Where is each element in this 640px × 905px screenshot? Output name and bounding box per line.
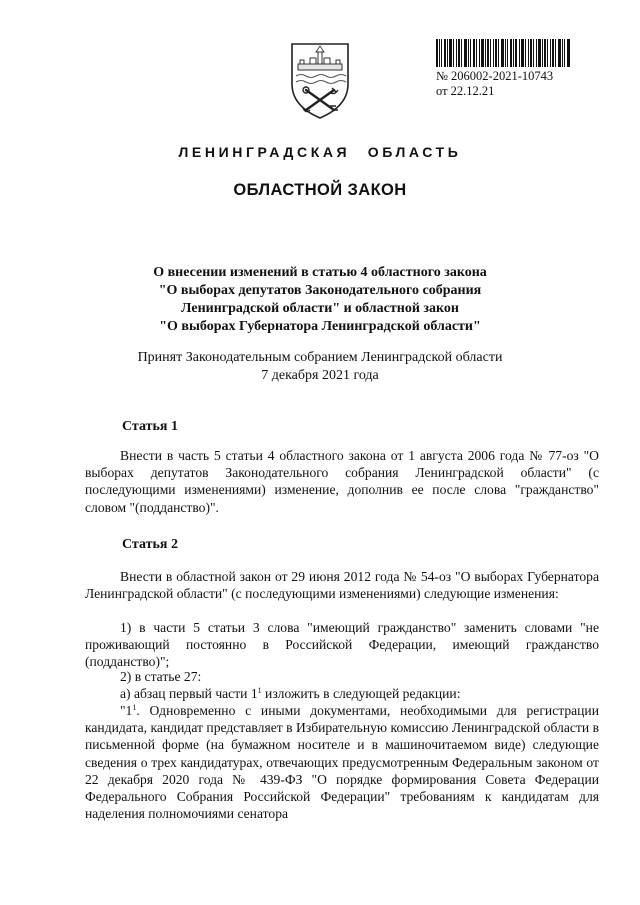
article-2-item-1 xyxy=(85,619,599,671)
adoption-line: Принят Законодательным собранием Ленинградской области xyxy=(137,350,503,365)
law-title-line: "О выборах депутатов Законодательного собрания xyxy=(158,283,482,298)
article-2-intro xyxy=(85,568,599,602)
quote-superscript: 1 xyxy=(132,703,137,712)
law-title xyxy=(100,264,540,336)
adoption-note xyxy=(100,349,540,385)
coat-of-arms-emblem xyxy=(288,40,352,120)
article-2-heading: Статья 2 xyxy=(122,537,178,552)
law-title-line: "О выборах Губернатора Ленинградской области" xyxy=(159,319,481,334)
law-title-line: Ленинградской области" и областной закон xyxy=(181,301,459,316)
article-2-item-1-text: 1) в части 5 статьи 3 слова "имеющий гражданство" заменить словами "не проживающий постоянно в Российской Федерации, имеющий гражданство (подданство)"; xyxy=(85,620,599,670)
registration-date: от 22.12.21 xyxy=(436,84,495,98)
article-1-body: Внести в часть 5 статьи 4 областного закона от 1 августа 2006 года № 77-оз "О выборах депутатов Законодательного собрания Ленинградской области" (с последующими изменениями) изменение, дополнив ее после слова "гражданство" словом "(подданство)". xyxy=(85,448,599,515)
quote-number: "1 xyxy=(120,703,133,718)
article-2-item-2-text: 2) в статье 27: xyxy=(120,669,202,684)
article-2-intro-text: Внести в областной закон от 29 июня 2012 года № 54-оз "О выборах Губернатора Ленинградской области" (с последующими изменениями) следующие изменения: xyxy=(85,569,599,602)
item-2a-text-start: а) абзац первый части 1 xyxy=(120,686,258,701)
amendment-quote xyxy=(85,702,599,822)
item-2a-superscript: 1 xyxy=(257,686,262,695)
article-1-heading: Статья 1 xyxy=(122,419,178,434)
item-2a-text-end: изложить в следующей редакции: xyxy=(261,686,461,701)
adoption-date: 7 декабря 2021 года xyxy=(261,368,379,383)
article-2-item-2a xyxy=(85,685,599,702)
region-heading: ЛЕНИНГРАДСКАЯ ОБЛАСТЬ xyxy=(178,144,462,160)
law-title-line: О внесении изменений в статью 4 областного закона xyxy=(153,265,487,280)
barcode-image xyxy=(436,39,570,67)
registration-number: № 206002-2021-10743 xyxy=(436,69,554,83)
article-1-text xyxy=(85,447,599,516)
article-2-item-2 xyxy=(85,668,599,685)
quote-body: . Одновременно с иными документами, необходимыми для регистрации кандидата, кандидат представляет в Избирательную комиссию Ленинградской области в письменной форме (на бумажном носителе и в машиночитаемом виде) следующие сведения о трех кандидатурах, отвечающих предусмотренным Федеральным законом от 22 декабря 2020 года № 439-ФЗ "О порядке формирования Совета Федерации Федерального Собрания Российской Федерации" требованиям к кандидатам для наделения полномочиями сенатора xyxy=(85,703,599,822)
document-type-heading: ОБЛАСТНОЙ ЗАКОН xyxy=(233,181,407,199)
